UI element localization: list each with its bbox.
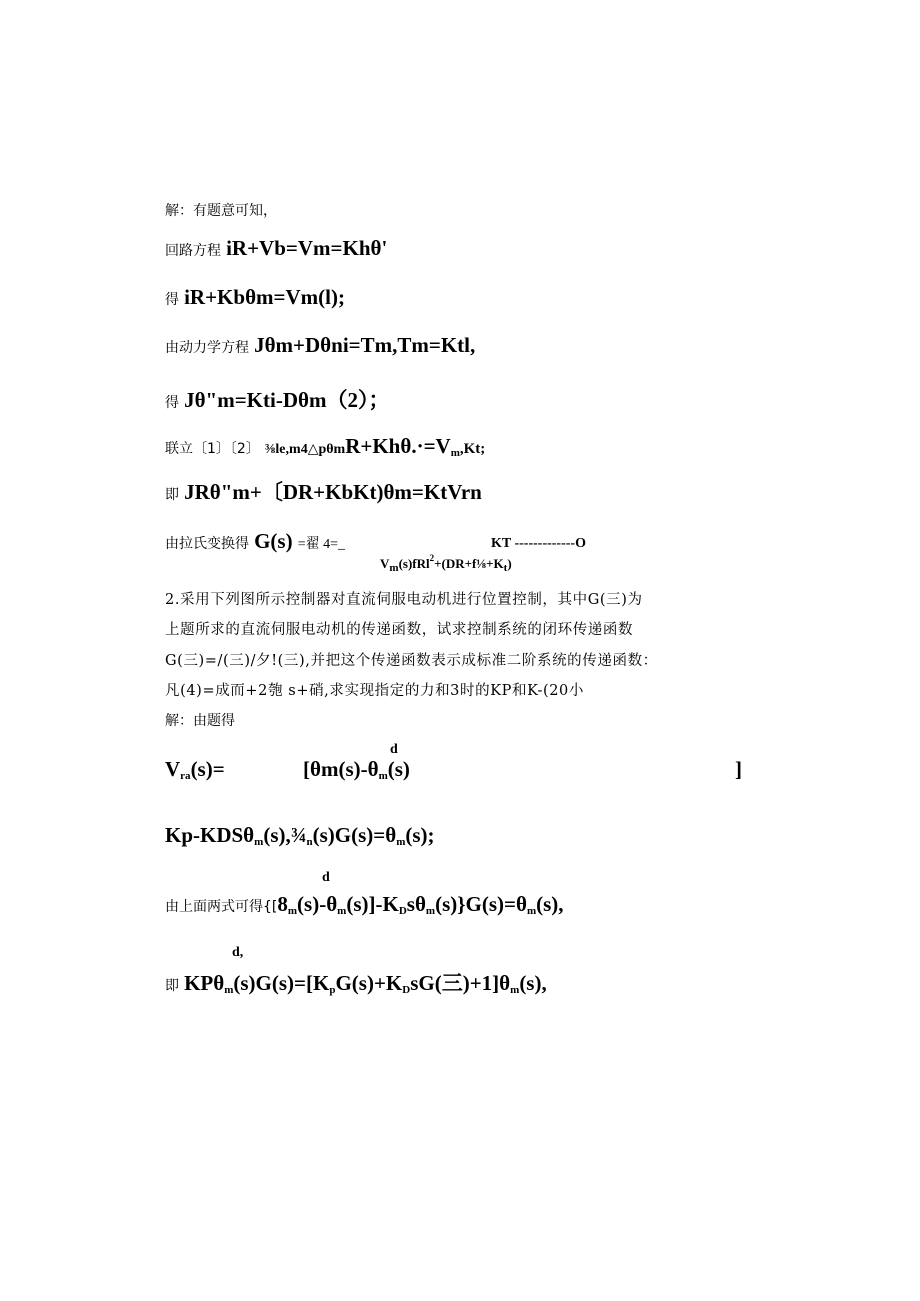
e4: $KP\theta_m(s)G(s)=[K_pG(s)+K_DsG$(三)$+1]\theta_m(s)$, <box>184 971 547 996</box>
dynamics-equation-label: 由动力学方程 <box>165 340 249 356</box>
combined-equation-line <box>165 434 485 459</box>
loop-equation-line <box>165 236 387 261</box>
laplace-gs: G(s) <box>254 529 293 553</box>
loop-equation-label: 回路方程 <box>165 243 221 259</box>
combined-equation-garbled: ⅜le,m4△pθm <box>264 442 346 457</box>
dynamics-equation: Jθm+Dθni=Tm,Tm=Ktl, <box>254 333 476 357</box>
e2: $Kp-KDS\theta_m(s),\frac{3}{4}_n(s)G(s)=\theta_m(s)$; <box>165 823 435 848</box>
e1-bracket: ] <box>735 757 742 781</box>
transfer-numerator: KT -------------O <box>491 536 586 551</box>
equation-1-line <box>165 285 345 310</box>
laplace-line <box>165 529 345 554</box>
e3: $8_m(s)-\theta_m(s)]-K_Ds\theta_m(s)\}G(s)=\theta_m(s)$, <box>277 892 564 917</box>
equation-2-label: 得 <box>165 395 179 411</box>
solution-2-intro: 解：由题得 <box>165 713 235 729</box>
combined-equation-tail: ,Kt; <box>459 441 486 457</box>
equation-2-line <box>165 384 389 414</box>
combined-equation: R+Khθ.·=V <box>345 434 451 458</box>
e3-line <box>165 892 564 917</box>
equation-2: Jθ"m=Kti-Dθm（2）； <box>184 388 390 412</box>
problem-2-line-2: 上题所求的直流伺服电动机的传递函数，试求控制系统的闭环传递函数 <box>165 622 634 638</box>
e4-line <box>165 967 547 997</box>
dynamics-equation-line <box>165 333 475 358</box>
result-equation: JRθ"m+〔DR+KbKt)θm=KtVrn <box>184 480 482 504</box>
problem-2-line-1: 2.采用下列图所示控制器对直流伺服电动机进行位置控制，其中G(三)为 <box>165 592 643 608</box>
laplace-label: 由拉氏变换得 <box>165 536 249 552</box>
e1-lhs: $V_{ra}(s)=$ <box>165 757 225 782</box>
equation-1: iR+Kbθm=Vm(l); <box>184 285 345 309</box>
result-equation-line <box>165 476 482 506</box>
e1-superscript-d: d <box>390 742 398 757</box>
solution-intro: 解：有题意可知， <box>165 203 277 219</box>
e1-rhs: [$\theta m(s)-\theta_m(s)$ <box>303 757 410 782</box>
e4-superscript: d, <box>232 945 244 960</box>
problem-2-line-4: 凡(4)=成而+2匏 s+硝,求实现指定的力和3时的KP和K-(20小 <box>165 683 584 699</box>
e4-label: 即 <box>165 978 179 994</box>
transfer-denominator: $V_m(s)fRl^2+(DR+f\frac{1}{8}+K_t)$ <box>380 553 512 574</box>
e3-superscript-d: d <box>322 870 330 885</box>
combined-equation-label: 联立〔1〕〔2〕 <box>165 441 260 457</box>
combined-equation-subscript: m <box>450 447 460 459</box>
equation-1-label: 得 <box>165 292 179 308</box>
e3-label: 由上面两式可得{[ <box>165 899 278 915</box>
result-equation-label: 即 <box>165 487 179 503</box>
loop-equation: iR+Vb=Vm=Khθ' <box>226 236 388 260</box>
problem-2-line-3: G(三)=/(三)/夕!(三),并把这个传递函数表示成标准二阶系统的传递函数： <box>165 653 658 669</box>
laplace-tail: =翟 4=_ <box>297 537 345 552</box>
